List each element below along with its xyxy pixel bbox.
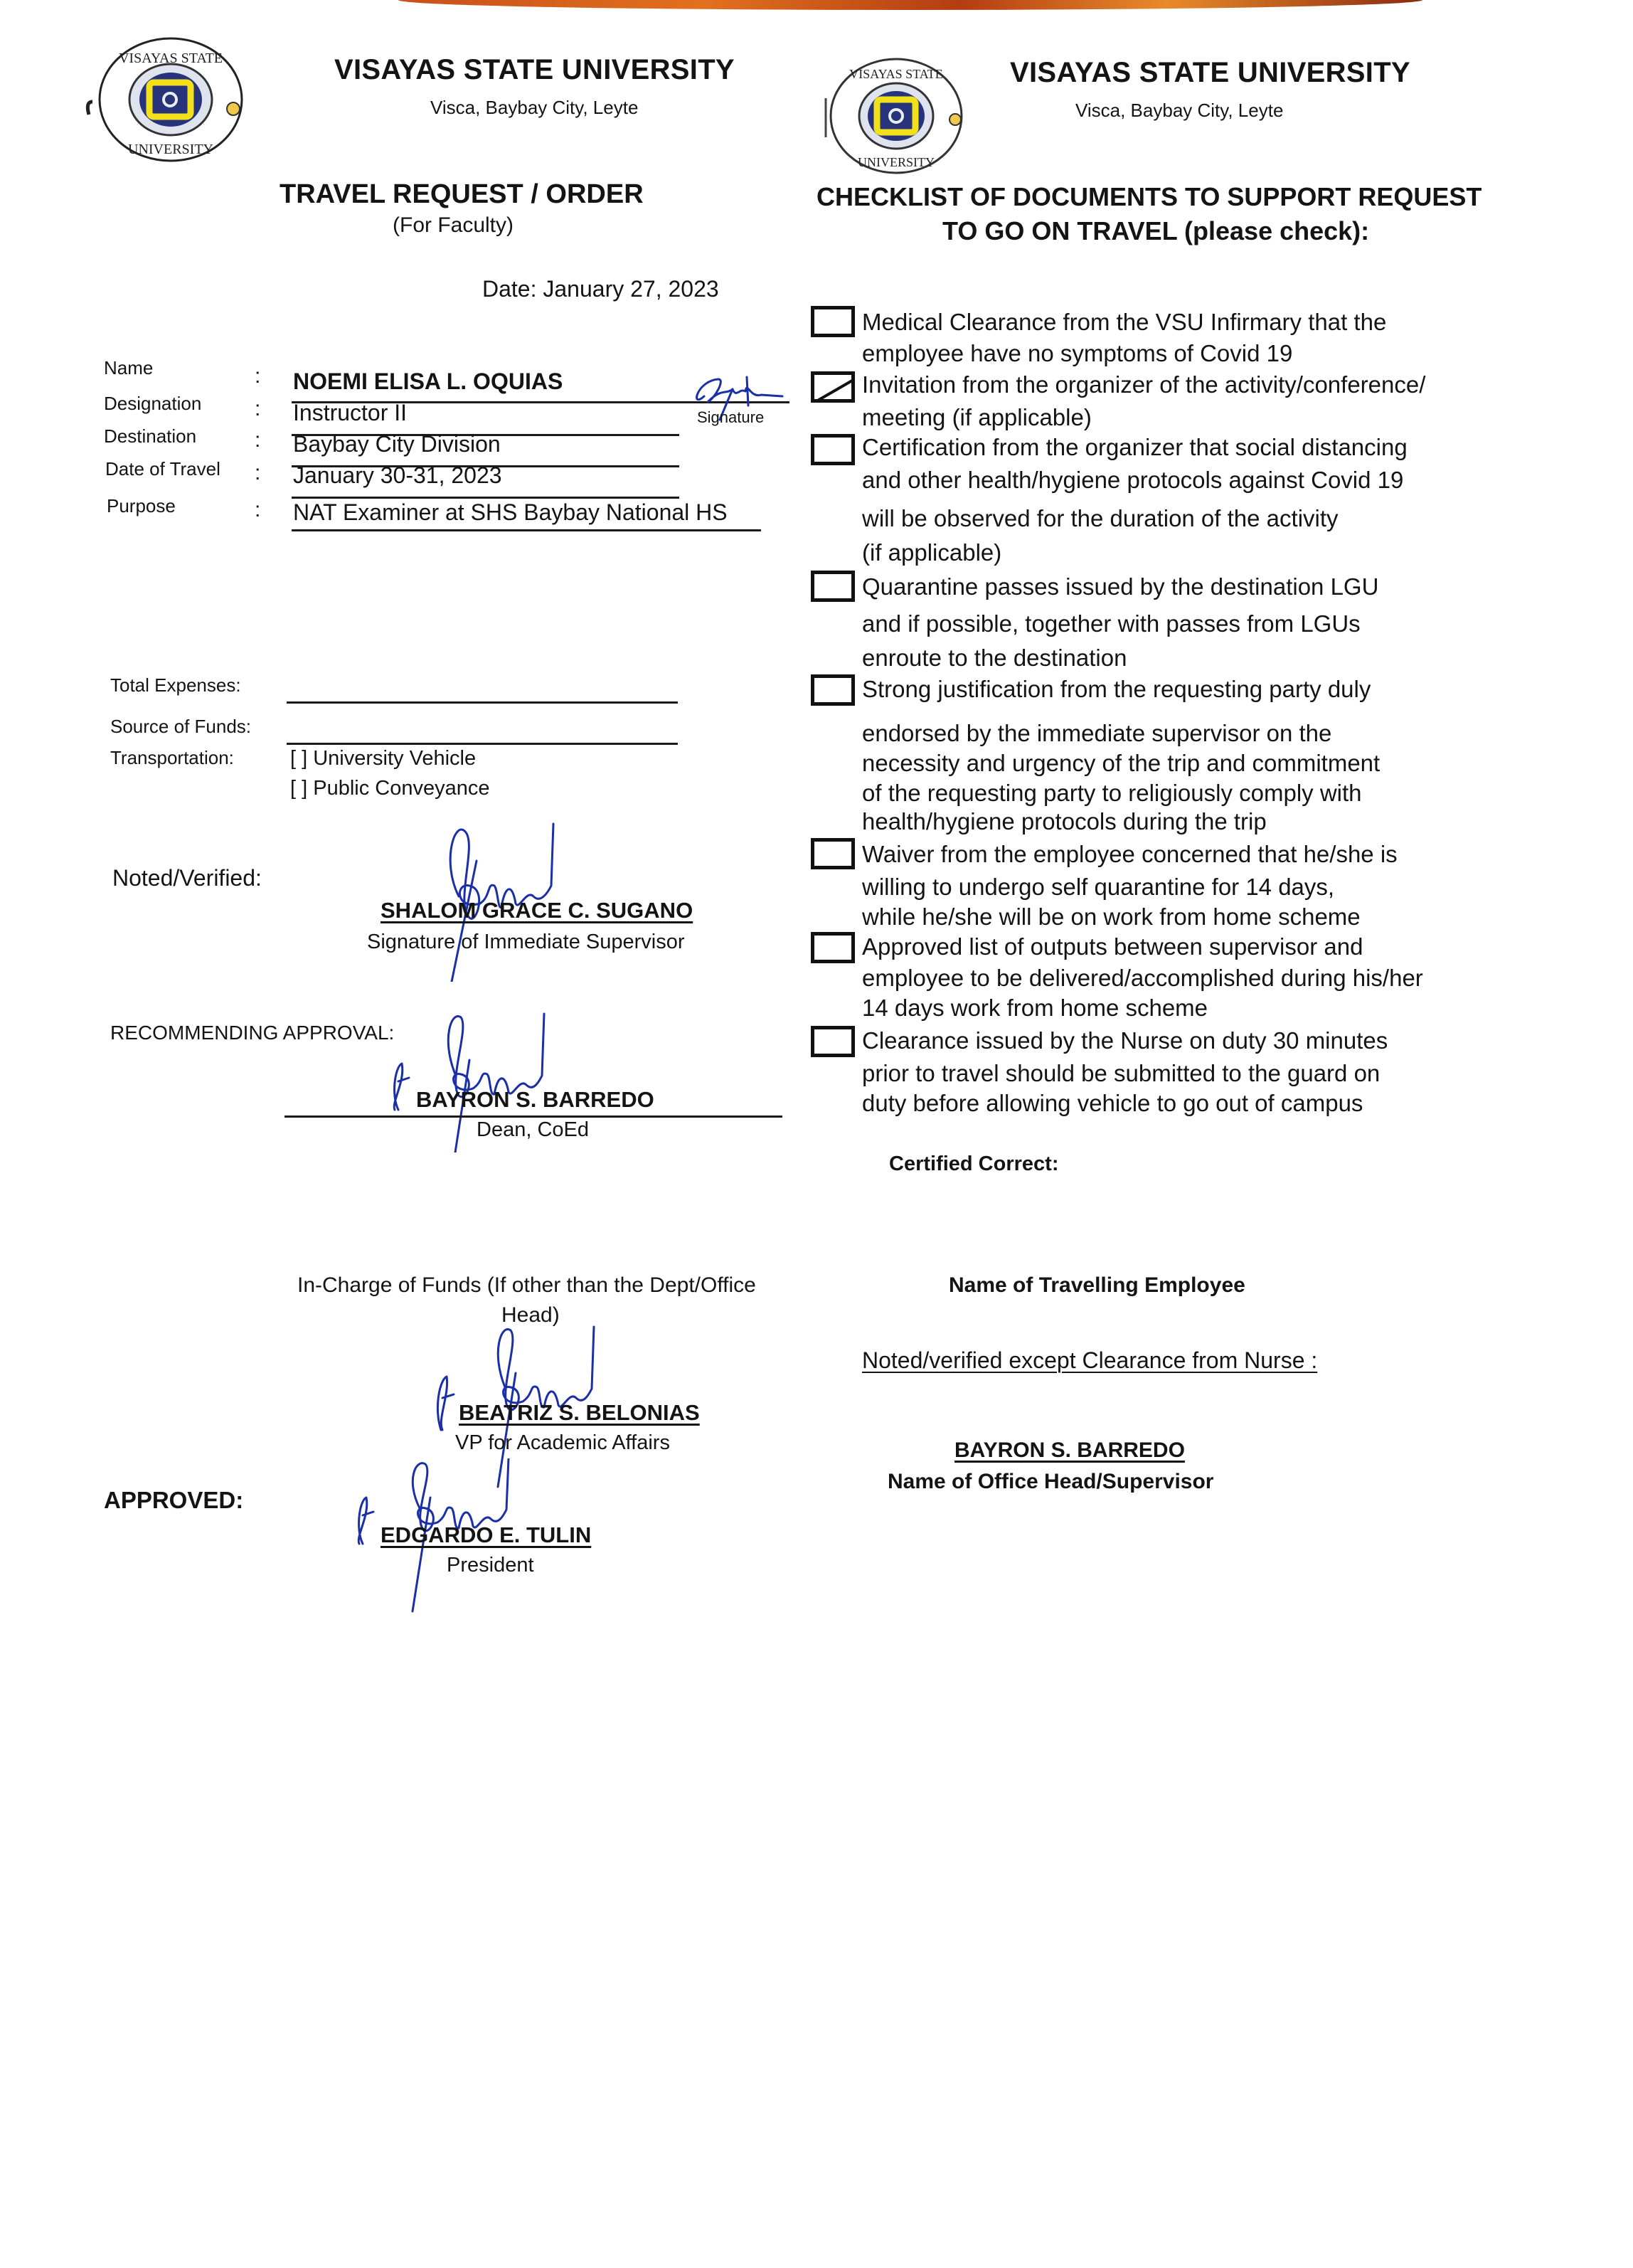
- signature-caption: Signature: [697, 408, 765, 426]
- checklist-item-text: Medical Clearance from the VSU Infirmary that the: [862, 309, 1387, 335]
- checklist-item-text: Quarantine passes issued by the destination LGU: [862, 573, 1379, 600]
- purpose-field[interactable]: NAT Examiner at SHS Baybay National HS: [293, 499, 728, 525]
- checklist-item-text: Waiver from the employee concerned that he/she is: [862, 841, 1398, 867]
- office-head-name: BAYRON S. BARREDO: [954, 1438, 1185, 1462]
- checklist-item-text: duty before allowing vehicle to go out of campus: [862, 1090, 1363, 1116]
- checklist-item-text: Invitation from the organizer of the activity/conference/: [862, 371, 1426, 398]
- checklist-item-text: Clearance issued by the Nurse on duty 30 minutes: [862, 1027, 1388, 1054]
- checklist-item-text: employee have no symptoms of Covid 19: [862, 340, 1293, 366]
- in-charge-of-funds-label: In-Charge of Funds (If other than the Dept/Office: [297, 1273, 756, 1297]
- university-address-right: Visca, Baybay City, Leyte: [1075, 100, 1284, 121]
- form-subtitle: (For Faculty): [393, 213, 514, 237]
- checklist-item-text: health/hygiene protocols during the trip: [862, 808, 1267, 834]
- noted-verified-label: Noted/Verified:: [112, 865, 262, 891]
- name-field[interactable]: NOEMI ELISA L. OQUIAS: [293, 369, 563, 394]
- checklist-item-text: prior to travel should be submitted to the guard on: [862, 1060, 1381, 1086]
- date-of-travel-colon: :: [255, 461, 261, 484]
- vpaa-name: BEATRIZ S. BELONIAS: [459, 1400, 700, 1425]
- office-head-caption: Name of Office Head/Supervisor: [888, 1470, 1214, 1493]
- dean-signature-line: [284, 1116, 782, 1118]
- university-seal-icon: [821, 55, 971, 176]
- president-name: EDGARDO E. TULIN: [381, 1522, 592, 1547]
- name-colon: :: [255, 364, 261, 388]
- checklist-item-text: (if applicable): [862, 539, 1002, 566]
- date-of-travel-underline: [292, 497, 679, 499]
- checklist-item-text: enroute to the destination: [862, 645, 1127, 671]
- designation-colon: :: [255, 397, 261, 420]
- checklist-item-text: and if possible, together with passes from LGUs: [862, 610, 1361, 637]
- checklist-checkbox-waiver[interactable]: [811, 838, 855, 869]
- designation-field[interactable]: Instructor II: [293, 400, 408, 425]
- svg-text:UNIVERSITY: UNIVERSITY: [858, 155, 935, 169]
- checklist-checkbox-approved-outputs[interactable]: [811, 932, 855, 963]
- recommending-approval-label: RECOMMENDING APPROVAL:: [110, 1022, 395, 1044]
- designation-label: Designation: [104, 393, 202, 414]
- checklist-item-text: 14 days work from home scheme: [862, 995, 1208, 1021]
- checklist-title: CHECKLIST OF DOCUMENTS TO SUPPORT REQUEST: [816, 182, 1482, 211]
- in-charge-of-funds-label-cont: Head): [501, 1303, 560, 1327]
- destination-colon: :: [255, 428, 261, 452]
- certified-correct-label: Certified Correct:: [889, 1152, 1059, 1175]
- checklist-item-text: meeting (if applicable): [862, 404, 1092, 430]
- purpose-underline: [292, 529, 761, 531]
- total-expenses-label: Total Expenses:: [110, 674, 241, 696]
- checklist-checkbox-strong-justification[interactable]: [811, 674, 855, 706]
- checklist-item-text: employee to be delivered/accomplished during his/her: [862, 965, 1423, 991]
- checklist-checkbox-certification[interactable]: [811, 434, 855, 465]
- destination-field[interactable]: Baybay City Division: [293, 431, 501, 457]
- dean-name: BAYRON S. BARREDO: [416, 1087, 654, 1112]
- approved-label: APPROVED:: [104, 1487, 244, 1513]
- supervisor-name: SHALOM GRACE C. SUGANO: [381, 898, 693, 923]
- checklist-item-text: while he/she will be on work from home scheme: [862, 904, 1361, 930]
- svg-text:UNIVERSITY: UNIVERSITY: [128, 142, 213, 157]
- transport-option-university-vehicle[interactable]: [ ] University Vehicle: [290, 747, 477, 770]
- checklist-item-text: willing to undergo self quarantine for 14 days,: [862, 874, 1335, 900]
- checklist-checkbox-nurse-clearance[interactable]: [811, 1026, 855, 1057]
- checklist-item-text: Strong justification from the requesting party duly: [862, 676, 1371, 702]
- checklist-item-text: endorsed by the immediate supervisor on the: [862, 720, 1332, 746]
- source-of-funds-underline: [287, 743, 678, 745]
- name-label: Name: [104, 357, 154, 378]
- university-name-right: VISAYAS STATE UNIVERSITY: [1010, 57, 1410, 88]
- supervisor-title: Signature of Immediate Supervisor: [367, 931, 685, 953]
- checklist-checkbox-medical-clearance[interactable]: [811, 306, 855, 337]
- purpose-label: Purpose: [107, 495, 176, 516]
- university-seal-icon: [78, 34, 249, 166]
- source-of-funds-label: Source of Funds:: [110, 716, 251, 737]
- checklist-checkbox-quarantine-passes[interactable]: [811, 571, 855, 602]
- transport-option-public-conveyance[interactable]: [ ] Public Conveyance: [290, 777, 490, 800]
- checklist-checkbox-invitation[interactable]: [811, 371, 855, 403]
- vpaa-title: VP for Academic Affairs: [455, 1431, 670, 1454]
- checklist-item-text: necessity and urgency of the trip and commitment: [862, 750, 1381, 776]
- purpose-colon: :: [255, 498, 261, 521]
- checklist-item-text: and other health/hygiene protocols against Covid 19: [862, 467, 1404, 493]
- date-of-travel-field[interactable]: January 30-31, 2023: [293, 462, 502, 488]
- checklist-item-text: of the requesting party to religiously comply with: [862, 780, 1362, 806]
- request-date: Date: January 27, 2023: [482, 276, 719, 302]
- noted-except-label: Noted/verified except Clearance from Nurse :: [862, 1347, 1318, 1373]
- top-edge-decoration: [398, 0, 1422, 10]
- checklist-item-text: will be observed for the duration of the activity: [862, 505, 1339, 531]
- transportation-label: Transportation:: [110, 747, 234, 768]
- date-of-travel-label: Date of Travel: [105, 458, 220, 479]
- total-expenses-underline: [287, 701, 678, 704]
- travelling-employee-caption: Name of Travelling Employee: [949, 1273, 1245, 1297]
- university-name: VISAYAS STATE UNIVERSITY: [334, 54, 735, 85]
- svg-text:VISAYAS STATE: VISAYAS STATE: [849, 67, 943, 81]
- checklist-title-cont: TO GO ON TRAVEL (please check):: [942, 216, 1370, 245]
- university-address: Visca, Baybay City, Leyte: [430, 97, 639, 118]
- president-title: President: [447, 1554, 534, 1577]
- destination-label: Destination: [104, 425, 197, 447]
- svg-text:VISAYAS STATE: VISAYAS STATE: [118, 51, 223, 66]
- checklist-item-text: Certification from the organizer that social distancing: [862, 434, 1408, 460]
- dean-title: Dean, CoEd: [477, 1118, 589, 1141]
- checklist-item-text: Approved list of outputs between supervisor and: [862, 933, 1363, 960]
- form-title: TRAVEL REQUEST / ORDER: [280, 179, 644, 209]
